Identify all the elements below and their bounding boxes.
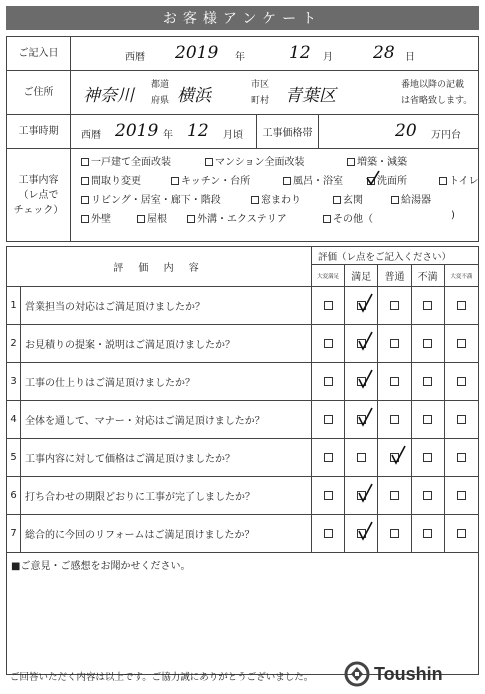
price-label: 工事価格帯 — [257, 115, 319, 148]
rating-cell — [345, 439, 378, 476]
rating-cell — [412, 325, 445, 362]
checkbox-icon[interactable] — [390, 301, 399, 310]
price-value[interactable]: 20 — [395, 121, 417, 141]
checkbox-icon[interactable] — [423, 529, 432, 538]
evaluation-header-right: 評価（レ点をご記入ください） — [312, 247, 478, 265]
date-year-unit: 年 — [235, 52, 245, 63]
address-city-unit-2: 町村 — [251, 96, 270, 106]
question-row — [7, 401, 478, 439]
address-city-unit-1: 市区 — [251, 80, 270, 90]
customer-info-table — [6, 36, 479, 242]
rating-cell — [345, 401, 378, 438]
checked-checkbox-icon[interactable] — [357, 491, 366, 500]
checked-checkbox-icon[interactable] — [357, 301, 366, 310]
date-month-value[interactable]: 12 — [289, 43, 311, 63]
rating-cell — [412, 401, 445, 438]
address-city-value[interactable]: 横浜 — [177, 86, 211, 106]
price-unit: 万円台 — [431, 130, 461, 141]
checkbox-icon[interactable] — [457, 377, 466, 386]
rating-cell — [378, 439, 411, 476]
question-text: お見積りの提案・説明はご満足頂けましたか？ — [21, 325, 312, 362]
question-number: 2 — [7, 325, 21, 362]
footer-thanks: ご回答いただく内容は以上です。ご協力誠にありがとうございました。 — [10, 672, 314, 683]
rating-cell — [345, 515, 378, 552]
checkbox-icon[interactable] — [81, 177, 89, 185]
comment-box[interactable] — [7, 553, 478, 674]
rating-cell — [445, 287, 478, 324]
work-type-option-label: キッチン・台所 — [181, 176, 251, 187]
work-type-option[interactable] — [323, 210, 373, 225]
other-close-paren: ) — [451, 210, 455, 221]
rating-cell — [445, 439, 478, 476]
rating-column-header: 大変満足 — [312, 265, 345, 286]
work-type-option[interactable] — [251, 191, 301, 206]
rating-column-header: 普通 — [378, 265, 411, 286]
question-row — [7, 477, 478, 515]
checkbox-icon[interactable] — [333, 196, 341, 204]
checkbox-icon[interactable] — [137, 215, 145, 223]
checkbox-icon[interactable] — [324, 301, 333, 310]
checkbox-icon[interactable] — [423, 491, 432, 500]
address-label: ご住所 — [7, 71, 71, 114]
date-label: ご記入日 — [7, 37, 71, 70]
work-type-option-label: 屋根 — [147, 214, 167, 225]
checked-checkbox-icon[interactable] — [357, 339, 366, 348]
work-type-option-label: リビング・居室・廊下・階段 — [91, 195, 221, 206]
checkbox-icon[interactable] — [251, 196, 259, 204]
question-row — [7, 439, 478, 477]
rating-cell — [412, 439, 445, 476]
checkbox-icon[interactable] — [457, 453, 466, 462]
work-type-options — [71, 149, 478, 241]
rating-cell — [412, 363, 445, 400]
rating-column-header: 満足 — [345, 265, 378, 286]
checked-checkbox-icon[interactable] — [367, 177, 375, 185]
work-type-option[interactable] — [171, 172, 250, 187]
period-year-unit: 年 — [163, 130, 173, 141]
evaluation-table — [6, 246, 479, 675]
rating-cell — [345, 287, 378, 324]
question-text: 営業担当の対応はご満足頂けましたか？ — [21, 287, 312, 324]
work-type-option[interactable] — [333, 191, 363, 206]
work-type-option[interactable] — [137, 210, 167, 225]
page-title: お客様アンケート — [6, 6, 479, 30]
date-era-label: 西暦 — [125, 52, 145, 63]
rating-cell — [445, 515, 478, 552]
checkbox-icon[interactable] — [81, 215, 89, 223]
date-month-unit: 月 — [323, 52, 333, 63]
work-type-option[interactable] — [283, 172, 343, 187]
question-row — [7, 325, 478, 363]
work-type-option[interactable] — [81, 210, 111, 225]
checkbox-icon[interactable] — [324, 453, 333, 462]
question-row — [7, 363, 478, 401]
content-label: 工事内容 （レ点で チェック） — [7, 149, 71, 241]
checkbox-icon[interactable] — [324, 377, 333, 386]
question-text: 総合的に今回のリフォームはご満足頂けましたか？ — [21, 515, 312, 552]
question-number: 1 — [7, 287, 21, 324]
question-number: 4 — [7, 401, 21, 438]
period-year-value[interactable]: 2019 — [115, 121, 159, 141]
checkbox-icon[interactable] — [324, 529, 333, 538]
address-prefecture-value[interactable]: 神奈川 — [83, 86, 134, 106]
period-month-unit: 月頃 — [223, 130, 243, 141]
checkbox-icon[interactable] — [390, 339, 399, 348]
checkbox-icon[interactable] — [391, 196, 399, 204]
checkbox-icon[interactable] — [439, 177, 447, 185]
work-type-option-label: トイレ — [449, 176, 479, 187]
work-type-option[interactable] — [367, 172, 407, 187]
work-type-option-label: 玄関 — [343, 195, 363, 206]
checkbox-icon[interactable] — [423, 415, 432, 424]
rating-cell — [445, 363, 478, 400]
rating-cell — [312, 287, 345, 324]
work-type-option[interactable] — [81, 191, 221, 206]
question-row — [7, 515, 478, 553]
rating-column-header: 大変不満 — [450, 273, 473, 280]
question-row — [7, 287, 478, 325]
work-type-option-label: 風呂・浴室 — [293, 176, 343, 187]
rating-cell — [445, 477, 478, 514]
date-day-unit: 日 — [405, 52, 415, 63]
content-row — [7, 149, 478, 241]
comment-label: ■ご意見・ご感想をお聞かせください。 — [11, 561, 191, 572]
period-label: 工事時期 — [7, 115, 71, 148]
rating-cell — [378, 325, 411, 362]
question-text: 打ち合わせの期限どおりに工事が完了しましたか？ — [21, 477, 312, 514]
checkbox-icon[interactable] — [390, 491, 399, 500]
checkbox-icon[interactable] — [324, 491, 333, 500]
work-type-option-label: 外壁 — [91, 214, 111, 225]
evaluation-header-left: 評 価 内 容 — [7, 247, 312, 286]
rating-cell — [412, 515, 445, 552]
rating-cell — [345, 363, 378, 400]
rating-cell — [412, 477, 445, 514]
rating-cell — [378, 515, 411, 552]
work-type-option[interactable] — [187, 210, 287, 225]
rating-cell — [445, 401, 478, 438]
rating-column-header: 不満 — [412, 265, 445, 286]
checkbox-icon[interactable] — [423, 339, 432, 348]
period-month-value[interactable]: 12 — [187, 121, 209, 141]
work-type-option-label: 増築・減築 — [357, 157, 407, 168]
rating-cell — [312, 477, 345, 514]
rating-cell — [312, 401, 345, 438]
checked-checkbox-icon[interactable] — [390, 453, 399, 462]
checkbox-icon[interactable] — [457, 491, 466, 500]
checkbox-icon[interactable] — [81, 196, 89, 204]
question-text: 全体を通して、マナー・対応はご満足頂けましたか？ — [21, 401, 312, 438]
checked-checkbox-icon[interactable] — [357, 377, 366, 386]
question-number: 7 — [7, 515, 21, 552]
work-type-option-label: マンション全面改装 — [215, 157, 305, 168]
checkbox-icon[interactable] — [324, 339, 333, 348]
rating-cell — [378, 287, 411, 324]
rating-cell — [378, 363, 411, 400]
period-era-label: 西暦 — [81, 130, 101, 141]
logo-mark-icon — [344, 661, 370, 687]
checkbox-icon[interactable] — [390, 529, 399, 538]
address-note-2: は省略致します。 — [401, 96, 473, 106]
checkbox-icon[interactable] — [81, 158, 89, 166]
work-type-option-label: 一戸建て全面改装 — [91, 157, 171, 168]
rating-cell — [345, 325, 378, 362]
address-row — [7, 71, 478, 115]
work-type-option-label: 間取り変更 — [91, 176, 141, 187]
work-type-option[interactable] — [391, 191, 431, 206]
checkbox-icon[interactable] — [390, 415, 399, 424]
checkbox-icon[interactable] — [283, 177, 291, 185]
checkbox-icon[interactable] — [423, 377, 432, 386]
work-type-option[interactable] — [81, 153, 171, 168]
work-type-option-label: その他（ — [333, 214, 373, 225]
address-pref-unit-2: 府県 — [151, 96, 170, 106]
date-row — [7, 37, 478, 71]
question-number: 6 — [7, 477, 21, 514]
question-number: 5 — [7, 439, 21, 476]
rating-columns — [312, 265, 478, 286]
checkbox-icon[interactable] — [205, 158, 213, 166]
checkbox-icon[interactable] — [347, 158, 355, 166]
rating-cell — [445, 325, 478, 362]
rating-cell — [312, 325, 345, 362]
question-text: 工事の仕上りはご満足頂けましたか？ — [21, 363, 312, 400]
checkbox-icon[interactable] — [457, 529, 466, 538]
checkbox-icon[interactable] — [171, 177, 179, 185]
date-day-value[interactable]: 28 — [373, 43, 395, 63]
checkbox-icon[interactable] — [324, 415, 333, 424]
rating-cell — [312, 515, 345, 552]
work-type-option[interactable] — [347, 153, 407, 168]
address-ward-value[interactable]: 青葉区 — [285, 86, 336, 106]
checkbox-icon[interactable] — [187, 215, 195, 223]
checkbox-icon[interactable] — [457, 301, 466, 310]
evaluation-header — [7, 247, 478, 287]
question-list — [7, 287, 478, 553]
work-type-option-label: 窓まわり — [261, 195, 301, 206]
work-type-option[interactable] — [439, 172, 479, 187]
checked-checkbox-icon[interactable] — [357, 415, 366, 424]
rating-cell — [378, 477, 411, 514]
work-type-option-label: 外溝・エクステリア — [197, 214, 287, 225]
period-row — [7, 115, 478, 149]
address-pref-unit-1: 都道 — [151, 80, 170, 90]
rating-cell — [412, 287, 445, 324]
checkbox-icon[interactable] — [323, 215, 331, 223]
work-type-option[interactable] — [205, 153, 305, 168]
checkbox-icon[interactable] — [457, 415, 466, 424]
checkbox-icon[interactable] — [390, 377, 399, 386]
work-type-option[interactable] — [81, 172, 141, 187]
question-text: 工事内容に対して価格はご満足頂けましたか？ — [21, 439, 312, 476]
brand-logo — [344, 661, 443, 687]
rating-cell — [378, 401, 411, 438]
brand-name: Toushin — [374, 663, 443, 684]
rating-cell — [312, 363, 345, 400]
rating-cell — [312, 439, 345, 476]
question-number: 3 — [7, 363, 21, 400]
work-type-option-label: 給湯器 — [401, 195, 431, 206]
checkbox-icon[interactable] — [423, 453, 432, 462]
rating-cell — [345, 477, 378, 514]
date-year-value[interactable]: 2019 — [175, 43, 219, 63]
checkbox-icon[interactable] — [357, 453, 366, 462]
checkbox-icon[interactable] — [423, 301, 432, 310]
work-type-option-label: 洗面所 — [377, 176, 407, 187]
checked-checkbox-icon[interactable] — [357, 529, 366, 538]
address-note-1: 番地以降の記載 — [401, 80, 465, 90]
checkbox-icon[interactable] — [457, 339, 466, 348]
